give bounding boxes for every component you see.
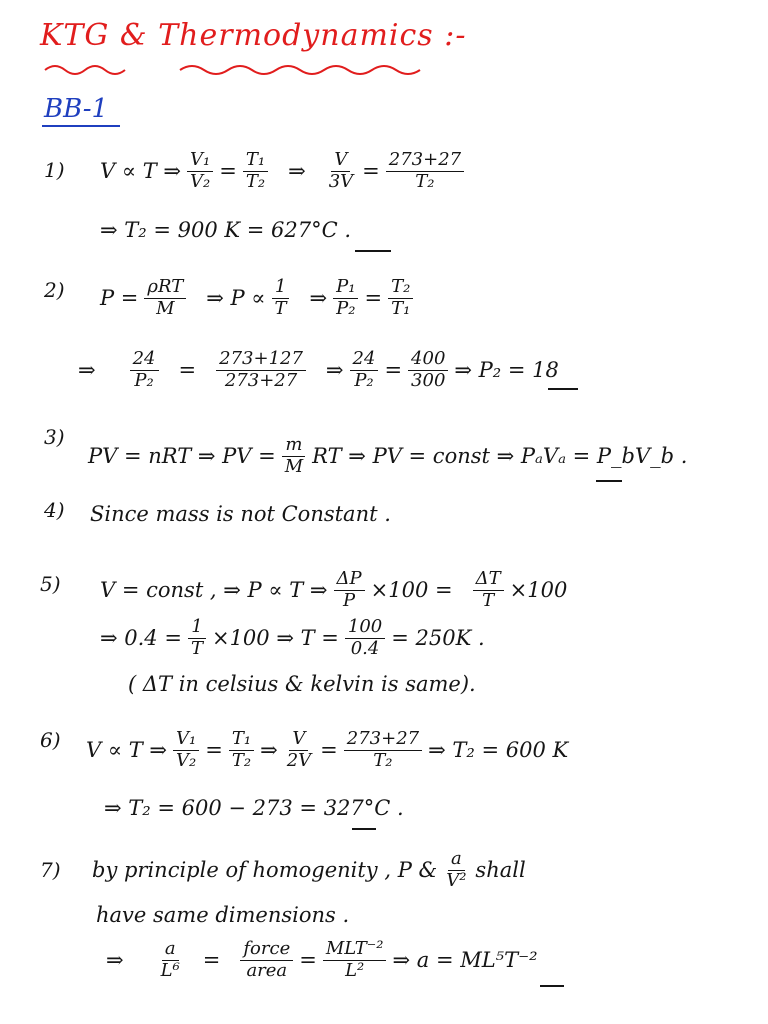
q2-text-c: ⇒ — [309, 286, 328, 310]
q2-l2-result: ⇒ P₂ = 18 — [454, 358, 559, 382]
q2-l2-fraction-2: $\frac{273+127}{273+27}$ — [216, 349, 306, 391]
q5-l2-text-a: ⇒ 0.4 = — [100, 626, 182, 650]
q6-fraction-3: $\frac{V}{2V}$ — [286, 727, 312, 771]
question-2-number: 2) — [44, 278, 65, 302]
q6-eq-2: = — [320, 738, 338, 762]
q2-line-2 — [78, 342, 559, 398]
q6-line-2: ⇒ T₂ = 600 − 273 = 327°C . — [104, 796, 404, 820]
q5-line-2 — [100, 610, 485, 666]
page-title: KTG & Thermodynamics :- — [40, 18, 467, 53]
q1-eq-1: = — [219, 159, 237, 183]
question-4-number: 4) — [44, 498, 65, 522]
question-5-number: 5) — [40, 572, 61, 596]
q5-fraction-1: $\frac{\Delta P}{P}$ — [334, 569, 365, 611]
q6-fraction-4: $\frac{273+27}{\text{T₂}}$ — [344, 729, 422, 771]
q5-l2-fraction-2: $\frac{100}{0.4}$ — [345, 617, 385, 659]
q2-l2-fraction-1: $\frac{24}{\text{P₂}}$ — [130, 349, 159, 391]
q7-line-3 — [106, 930, 538, 990]
q3-text-b: RT ⇒ PV = const ⇒ PₐVₐ = P_bV_b . — [312, 444, 688, 468]
q1-fraction-4: $\frac{273+27}{\text{T₂}}$ — [386, 150, 464, 192]
q6-fraction-2: $\frac{\text{T₁}}{\text{T₂}}$ — [229, 729, 254, 771]
q7-l3-eq: = — [202, 948, 221, 972]
q5-text-a: V = const , ⇒ P ∝ T ⇒ — [100, 578, 328, 602]
q7-l3-arrow: ⇒ — [106, 948, 124, 972]
q5-line-3: ( ΔT in celsius & kelvin is same). — [128, 672, 476, 696]
q1-answer-underline — [355, 250, 391, 252]
q2-answer-underline — [548, 388, 578, 390]
q2-l2-eq: = — [178, 358, 197, 382]
q5-text-c: ×100 — [509, 578, 568, 602]
q3-answer-underline — [596, 480, 622, 482]
q2-line-1 — [100, 270, 419, 326]
q2-fraction-2: $\frac{1}{T}$ — [272, 277, 290, 319]
q2-l2-arrow: ⇒ — [78, 358, 96, 382]
q1-line-1 — [100, 143, 470, 199]
q6-result: ⇒ T₂ = 600 K — [428, 738, 569, 762]
q5-l2-fraction-1: $\frac{1}{T}$ — [188, 617, 206, 659]
q7-answer-underline — [540, 985, 564, 987]
q5-l2-text-b: ×100 ⇒ T = — [211, 626, 339, 650]
q3-text-a: PV = nRT ⇒ PV = — [88, 444, 276, 468]
question-3-number: 3) — [44, 425, 65, 449]
q6-answer-underline — [352, 828, 376, 830]
q1-eq-2: = — [362, 159, 380, 183]
q6-eq-1: = — [205, 738, 223, 762]
section-underline — [42, 125, 120, 127]
q2-l2-fraction-3: $\frac{24}{\text{P₂}}$ — [350, 349, 379, 391]
q6-line-1 — [86, 722, 568, 778]
q7-l3-fraction-1: $\frac{a}{\text{L⁶}}$ — [160, 937, 180, 981]
q1-fraction-2: $\frac{\text{T₁}}{\text{T₂}}$ — [243, 150, 268, 192]
section-heading: BB-1 — [44, 94, 109, 124]
q1-fraction-3: $\frac{V}{3V}$ — [328, 148, 354, 192]
question-1-number: 1) — [44, 158, 65, 182]
q2-l2-arrow-2: ⇒ — [325, 358, 344, 382]
q7-line-1 — [92, 842, 526, 898]
q2-eq: = — [364, 286, 383, 310]
q1-arrow: ⇒ — [288, 159, 306, 183]
q5-fraction-2: $\frac{\Delta T}{T}$ — [473, 569, 504, 611]
q1-text-a: V ∝ T ⇒ — [100, 159, 182, 183]
q7-l3-result: ⇒ a = ML⁵T⁻² — [392, 948, 538, 972]
question-7-number: 7) — [40, 858, 61, 882]
q5-l2-result: = 250K . — [391, 626, 485, 650]
q7-l3-eq-2: = — [299, 948, 317, 972]
q2-text-a: P = — [100, 286, 139, 310]
q7-fraction-1: $\frac{a}{\text{V²}}$ — [446, 847, 467, 891]
q6-text-a: V ∝ T ⇒ — [86, 738, 168, 762]
q7-l3-fraction-2: $\frac{\text{force}}{\text{area}}$ — [240, 939, 293, 981]
q2-l2-fraction-4: $\frac{400}{300}$ — [408, 349, 448, 391]
q4-line-1: Since mass is not Constant . — [90, 502, 391, 526]
question-6-number: 6) — [40, 728, 61, 752]
q2-fraction-1: $\frac{\text{ρRT}}{M}$ — [144, 277, 186, 319]
q1-fraction-1: $\frac{\text{V₁}}{\text{V₂}}$ — [187, 150, 213, 192]
q2-text-b: ⇒ P ∝ — [206, 286, 266, 310]
q7-l3-fraction-3: $\frac{\text{MLT⁻²}}{\text{L²}}$ — [323, 939, 387, 981]
q6-arrow: ⇒ — [260, 738, 278, 762]
q2-l2-eq-2: = — [384, 358, 403, 382]
q3-line-1 — [88, 428, 687, 484]
q5-text-b: ×100 = — [370, 578, 453, 602]
q2-fraction-3: $\frac{\text{P₁}}{\text{P₂}}$ — [333, 277, 358, 319]
q7-text-a: by principle of homogenity , P & — [92, 858, 438, 882]
q3-fraction-1: $\frac{m}{M}$ — [282, 435, 306, 477]
q2-fraction-4: $\frac{\text{T₂}}{\text{T₁}}$ — [388, 277, 413, 319]
title-underline-squiggle — [40, 60, 440, 80]
q7-line-2: have same dimensions . — [96, 903, 350, 927]
q7-text-b: shall — [475, 858, 526, 882]
q1-line-2: ⇒ T₂ = 900 K = 627°C . — [100, 218, 352, 242]
q6-fraction-1: $\frac{\text{V₁}}{\text{V₂}}$ — [173, 729, 199, 771]
